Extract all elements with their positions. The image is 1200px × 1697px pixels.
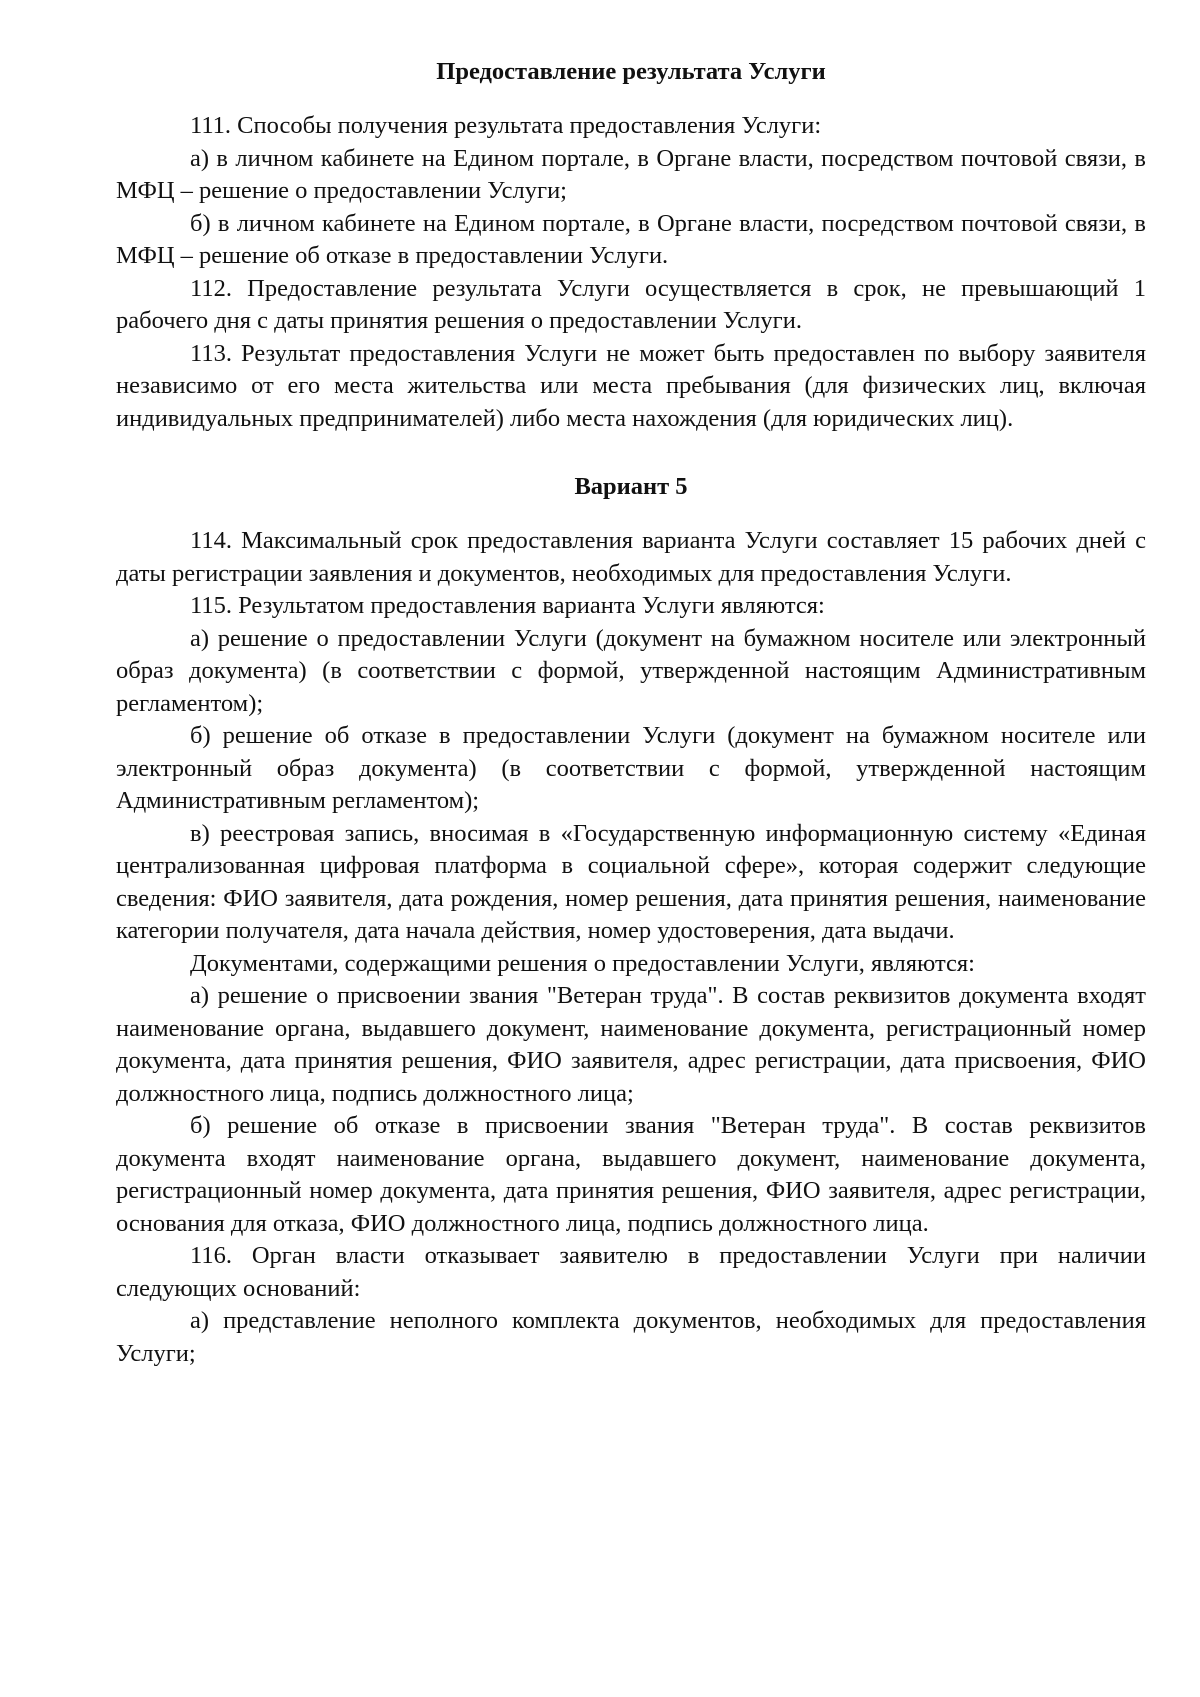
document-page [116,56,1146,1370]
paragraph-documents-a: а) решение о присвоении звания "Ветеран труда". В состав реквизитов документа входят наименование органа, выдавшего документ, наименование документа, регистрационный номер документа, дата принятия решения, ФИО заявителя, адрес регистрации, дата присвоения, ФИО должностного лица, подпись должностного лица; [116,982,1146,1107]
paragraph-documents-intro: Документами, содержащими решения о предоставлении Услуги, являются: [190,949,975,977]
paragraph-113: 113. Результат предоставления Услуги не может быть предоставлен по выбору заявителя независимо от его места жительства или места пребывания (для физических лиц, включая индивидуальных предпринимателей) либо места нахождения (для юридических лиц). [116,339,1146,432]
section-heading-result: Предоставление результата Услуги [436,58,826,85]
paragraph-115-a: а) решение о предоставлении Услуги (документ на бумажном носителе или электронный образ документа) (в соответствии с формой, утвержденной настоящим Административным регламентом); [116,624,1146,717]
paragraph-112: 112. Предоставление результата Услуги осуществляется в срок, не превышающий 1 рабочего дня с даты принятия решения о предоставлении Услуги. [116,274,1146,334]
paragraph-114: 114. Максимальный срок предоставления варианта Услуги составляет 15 рабочих дней с даты регистрации заявления и документов, необходимых для предоставления Услуги. [116,527,1146,587]
paragraph-111: 111. Способы получения результата предоставления Услуги: [190,112,822,139]
paragraph-documents-b: б) решение об отказе в присвоении звания "Ветеран труда". В состав реквизитов документа входят наименование органа, выдавшего документ, наименование документа, регистрационный номер документа, дата принятия решения, ФИО заявителя, адрес регистрации, основания для отказа, ФИО должностного лица, подпись должностного лица. [116,1112,1146,1237]
section-heading-variant-5: Вариант 5 [574,473,688,500]
paragraph-115: 115. Результатом предоставления варианта Услуги являются: [190,592,825,619]
paragraph-115-v: в) реестровая запись, вносимая в «Государственную информационную систему «Единая централизованная цифровая платформа в социальной сфере», которая содержит следующие сведения: ФИО заявителя, дата рождения, номер решения, дата принятия решения, наименование категории получателя, дата начала действия, номер удостоверения, дата выдачи. [116,819,1146,944]
paragraph-111-a: а) в личном кабинете на Едином портале, в Органе власти, посредством почтовой связи, в МФЦ – решение о предоставлении Услуги; [116,144,1146,204]
paragraph-115-b: б) решение об отказе в предоставлении Услуги (документ на бумажном носителе или электронный образ документа) (в соответствии с формой, утвержденной настоящим Административным регламентом); [116,722,1146,814]
paragraph-116-a: а) представление неполного комплекта документов, необходимых для предоставления Услуги; [116,1307,1146,1367]
paragraph-111-b: б) в личном кабинете на Едином портале, в Органе власти, посредством почтовой связи, в МФЦ – решение об отказе в предоставлении Услуги. [116,209,1146,269]
paragraph-116: 116. Орган власти отказывает заявителю в предоставлении Услуги при наличии следующих оснований: [116,1242,1146,1302]
